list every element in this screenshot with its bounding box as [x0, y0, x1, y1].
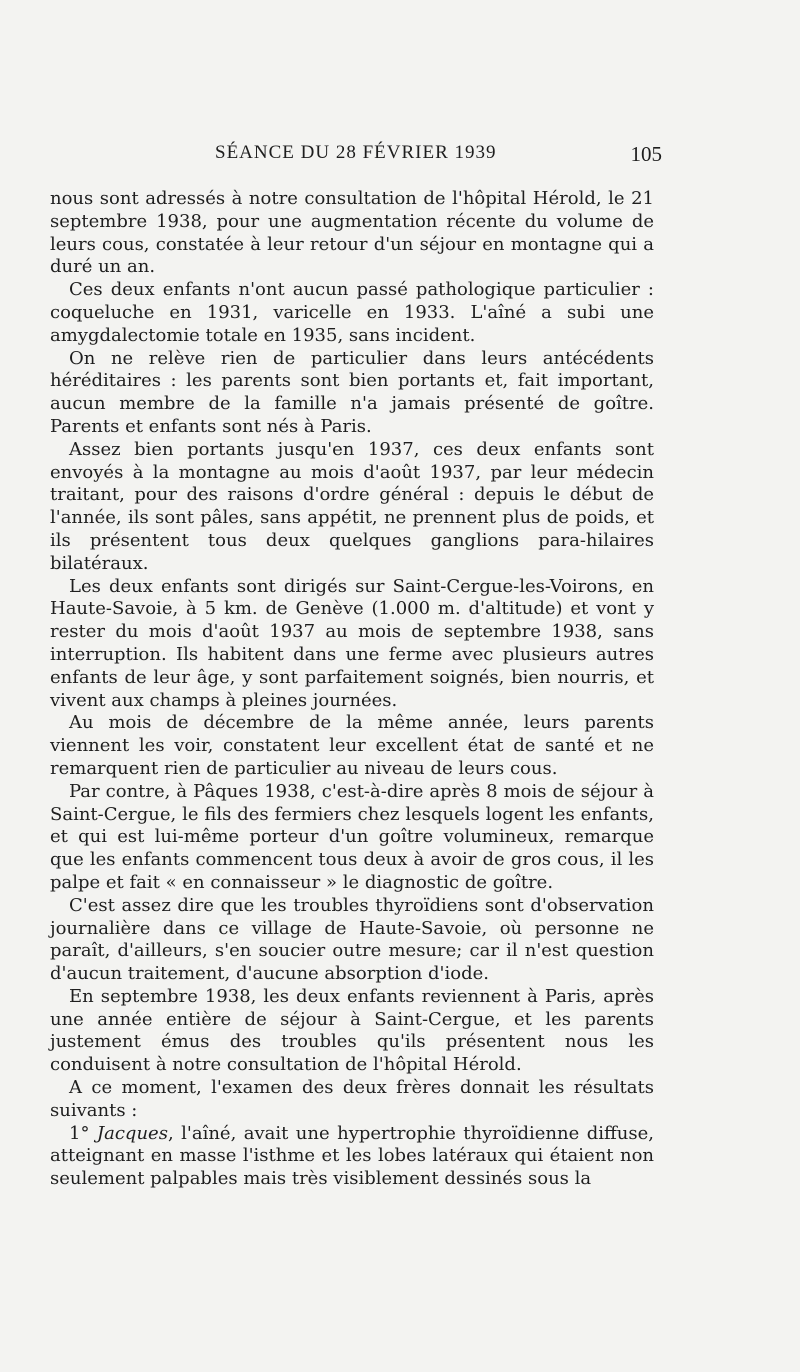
page-header	[50, 142, 662, 172]
paragraph-2: Ces deux enfants n'ont aucun passé pathologique particulier : coqueluche en 1931, varicelle en 1933. L'aîné a subi une amygdalectomie totale en 1935, sans incident.	[50, 279, 654, 346]
paragraph-5: Les deux enfants sont dirigés sur Saint-Cergue-les-Voirons, en Haute-Savoie, à 5 km. de Genève (1.000 m. d'altitude) et vont y rester du mois d'août 1937 au mois de septembre 1938, sans interruption. Ils habitent dans une ferme avec plusieurs autres enfants de leur âge, y sont parfaitement soignés, bien nourris, et vivent aux champs à pleines journées.	[50, 575, 654, 711]
page-number: 105	[630, 142, 662, 166]
paragraph-3: On ne relève rien de particulier dans leurs antécédents héréditaires : les parents sont bien portants et, fait important, aucun membre de la famille n'a jamais présenté de goître. Parents et enfants sont nés à Paris.	[50, 347, 654, 437]
paragraph-8: C'est assez dire que les troubles thyroïdiens sont d'observation journalière dans ce village de Haute-Savoie, où personne ne paraît, d'ailleurs, s'en soucier outre mesure; car il n'est question d'aucun traitement, d'aucune absorption d'iode.	[50, 894, 654, 985]
patient-name: Jacques	[96, 1122, 168, 1144]
paragraph-9: En septembre 1938, les deux enfants reviennent à Paris, après une année entière de séjour à Saint-Cergue, et les parents justement émus des troubles qu'ils présentent nous les conduisent à notre consultation de l'hôpital Hérold.	[50, 985, 654, 1076]
paragraph-6: Au mois de décembre de la même année, leurs parents viennent les voir, constatent leur excellent état de santé et ne remarquent rien de particulier au niveau de leurs cous.	[50, 712, 654, 779]
paragraph-11	[50, 1123, 654, 1191]
paragraph-11-text: , l'aîné, avait une hypertrophie thyroïdienne diffuse, atteignant en masse l'isthme et les lobes latéraux qui étaient non seulement palpables mais très visiblement dessinés sous la	[50, 1122, 654, 1190]
paragraph-7: Par contre, à Pâques 1938, c'est-à-dire après 8 mois de séjour à Saint-Cergue, le fils des fermiers chez lesquels logent les enfants, et qui est lui-même porteur d'un goître volumineux, remarque que les enfants commencent tous deux à avoir de gros cous, il les palpe et fait « en connaisseur » le diagnostic de goître.	[50, 780, 654, 893]
running-head: SÉANCE DU 28 FÉVRIER 1939	[215, 142, 497, 163]
list-number: 1°	[69, 1122, 97, 1144]
paragraph-10: A ce moment, l'examen des deux frères donnait les résultats suivants :	[50, 1077, 654, 1121]
paragraph-1: nous sont adressés à notre consultation de l'hôpital Hérold, le 21 septembre 1938, pour une augmentation récente du volume de leurs cous, constatée à leur retour d'un séjour en montagne qui a duré un an.	[50, 188, 654, 278]
body-text	[50, 188, 654, 1191]
paragraph-4: Assez bien portants jusqu'en 1937, ces deux enfants sont envoyés à la montagne au mois d'août 1937, par leur médecin traitant, pour des raisons d'ordre général : depuis le début de l'année, ils sont pâles, sans appétit, ne prennent plus de poids, et ils présentent tous deux quelques ganglions para-hilaires bilatéraux.	[50, 438, 654, 574]
